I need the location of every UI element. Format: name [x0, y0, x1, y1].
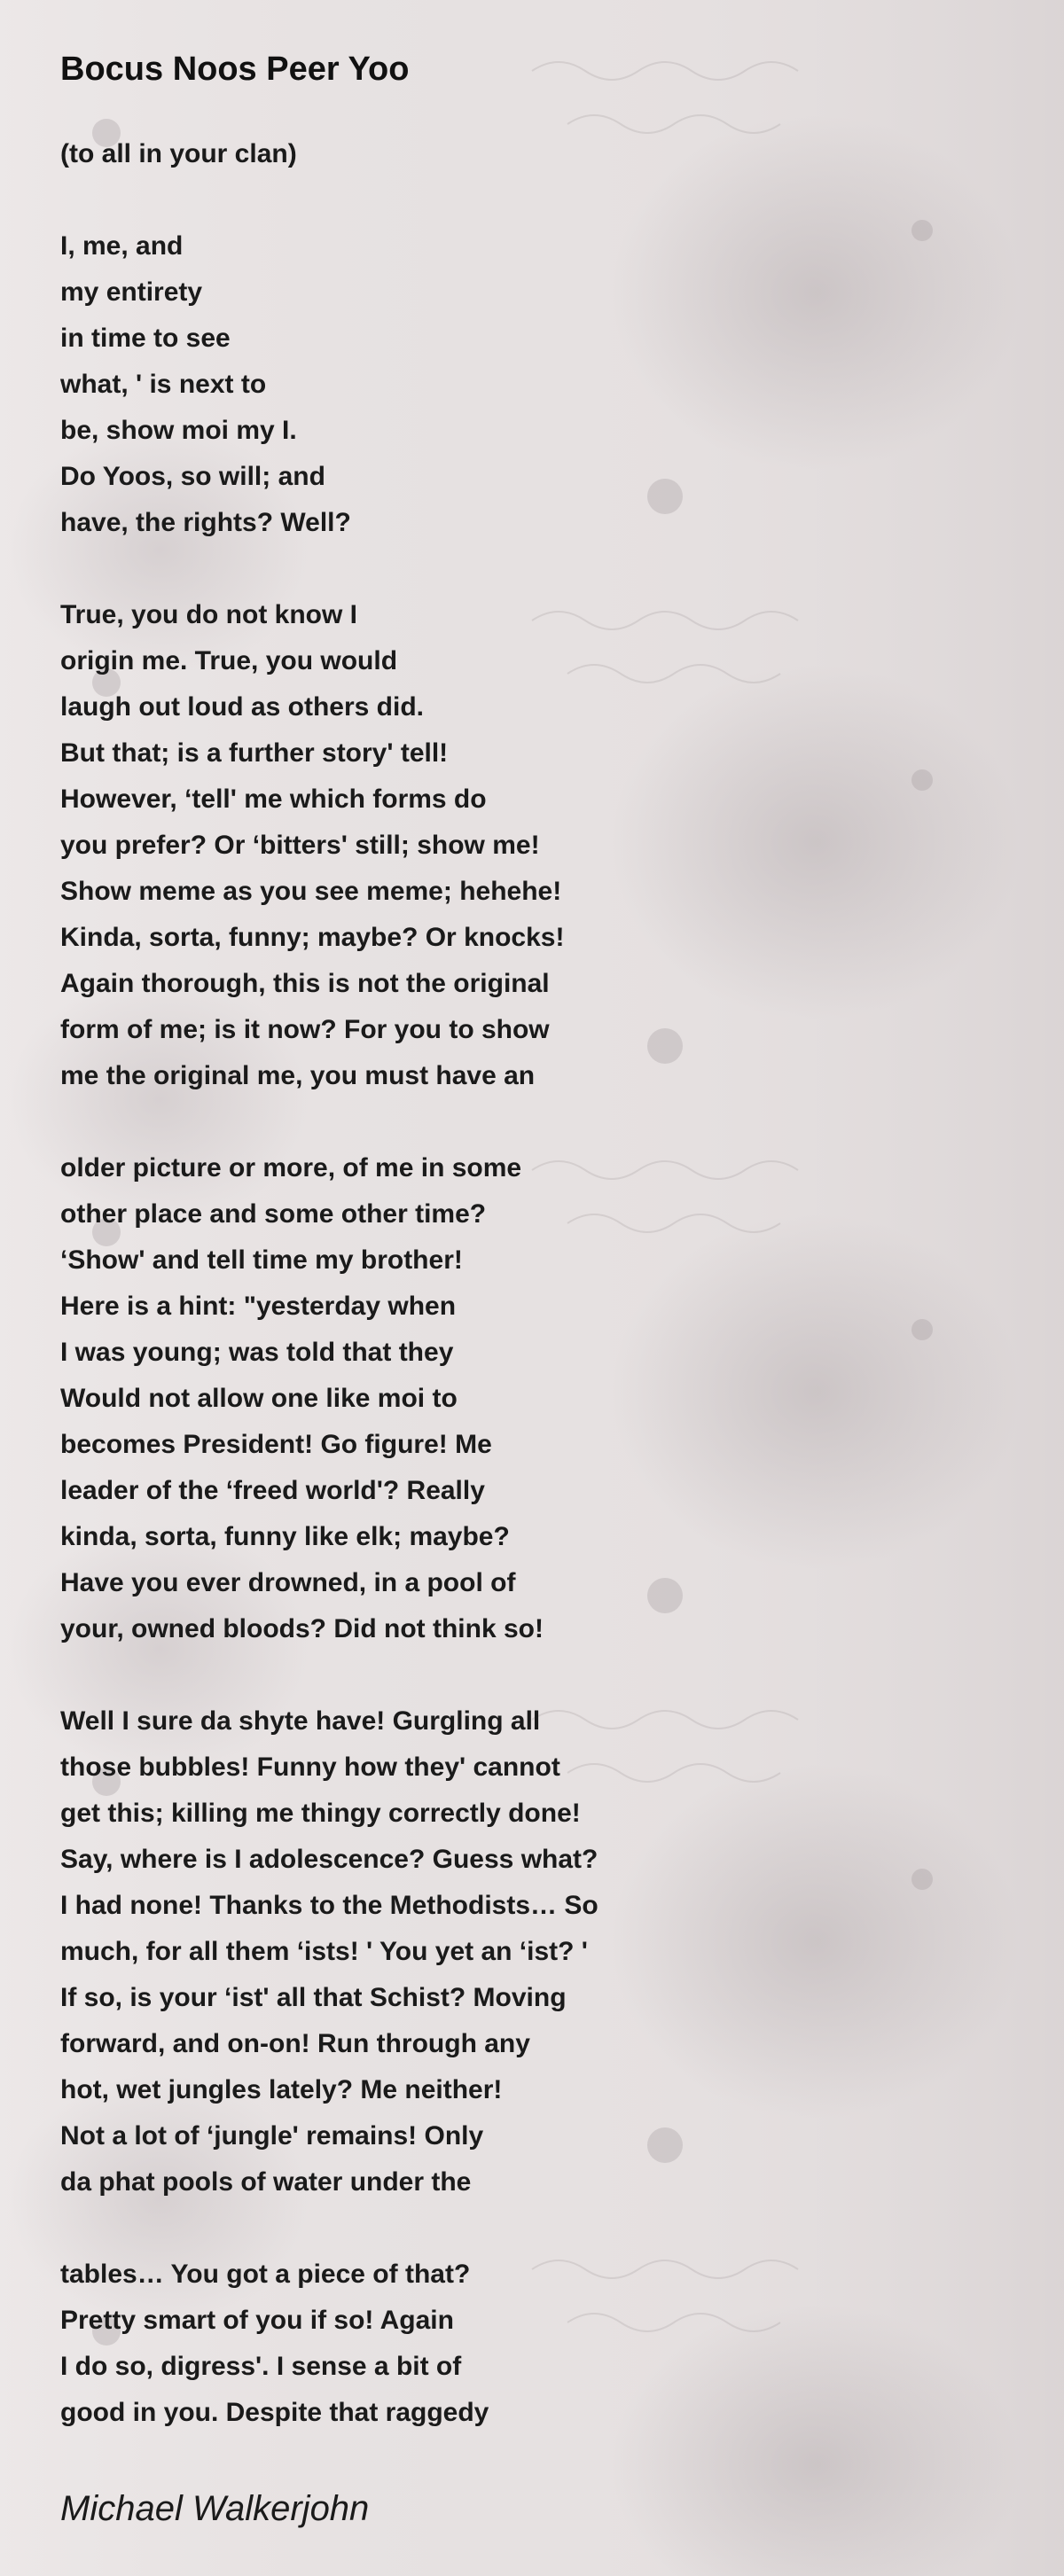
poem-line: have, the rights? Well?	[60, 508, 351, 537]
poem-line: I, me, and	[60, 231, 184, 261]
poem-line: laugh out loud as others did.	[60, 692, 424, 722]
poem-line: I do so, digress'. I sense a bit of	[60, 2352, 462, 2381]
poem-line: your, owned bloods? Did not think so!	[60, 1614, 544, 1643]
poem-line: leader of the ‘freed world'? Really	[60, 1476, 485, 1505]
poem-line: older picture or more, of me in some	[60, 1153, 522, 1183]
poem-line: ‘Show' and tell time my brother!	[60, 1245, 463, 1275]
poem-line: those bubbles! Funny how they' cannot	[60, 1752, 560, 1782]
poem-dedication: (to all in your clan)	[60, 139, 297, 168]
poem-stanza	[60, 592, 1000, 1099]
poem-line: forward, and on-on! Run through any	[60, 2029, 530, 2058]
poem-line: Not a lot of ‘jungle' remains! Only	[60, 2121, 484, 2151]
poem-author: Michael Walkerjohn	[60, 2489, 370, 2528]
poem-line: get this; killing me thingy correctly done!	[60, 1799, 581, 1828]
poem-line: Would not allow one like moi to	[60, 1384, 458, 1413]
poem-stanza	[60, 2252, 1000, 2436]
poem-stanza	[60, 1145, 1000, 1652]
poem-line: Do Yoos, so will; and	[60, 462, 325, 491]
poem-line: Have you ever drowned, in a pool of	[60, 1568, 516, 1597]
poem-container	[60, 43, 1000, 2535]
poem-line: True, you do not know I	[60, 600, 357, 629]
poem-line: you prefer? Or ‘bitters' still; show me!	[60, 831, 540, 860]
poem-body	[60, 223, 1000, 2436]
poem-line: da phat pools of water under the	[60, 2167, 472, 2197]
poem-line: But that; is a further story' tell!	[60, 738, 449, 768]
poem-line: in time to see	[60, 324, 231, 353]
poem-line: Kinda, sorta, funny; maybe? Or knocks!	[60, 923, 565, 952]
poem-line: other place and some other time?	[60, 1199, 487, 1229]
poem-line: I had none! Thanks to the Methodists… So	[60, 1891, 598, 1920]
poem-line: hot, wet jungles lately? Me neither!	[60, 2075, 503, 2104]
poem-line: me the original me, you must have an	[60, 1061, 536, 1090]
poem-line: much, for all them ‘ists! ' You yet an ‘ist? '	[60, 1937, 588, 1966]
poem-line: good in you. Despite that raggedy	[60, 2398, 489, 2427]
poem-line: becomes President! Go figure! Me	[60, 1430, 492, 1459]
poem-stanza	[60, 223, 1000, 546]
poem-line: Pretty smart of you if so! Again	[60, 2306, 454, 2335]
poem-line: However, ‘tell' me which forms do	[60, 785, 487, 814]
poem-stanza	[60, 1698, 1000, 2205]
poem-line: If so, is your ‘ist' all that Schist? Moving	[60, 1983, 567, 2012]
poem-title: Bocus Noos Peer Yoo	[60, 51, 410, 88]
poem-line: what, ' is next to	[60, 370, 267, 399]
poem-line: kinda, sorta, funny like elk; maybe?	[60, 1522, 510, 1551]
poem-line: Well I sure da shyte have! Gurgling all	[60, 1706, 541, 1736]
poem-line: form of me; is it now? For you to show	[60, 1015, 550, 1044]
poem-line: Say, where is I adolescence? Guess what?	[60, 1845, 598, 1874]
poem-line: Here is a hint: "yesterday when	[60, 1292, 457, 1321]
poem-line: be, show moi my I.	[60, 416, 297, 445]
poem-line: Show meme as you see meme; hehehe!	[60, 877, 562, 906]
poem-line: I was young; was told that they	[60, 1338, 454, 1367]
poem-line: origin me. True, you would	[60, 646, 398, 675]
poem-line: Again thorough, this is not the original	[60, 969, 550, 998]
poem-line: my entirety	[60, 277, 203, 307]
poem-line: tables… You got a piece of that?	[60, 2260, 471, 2289]
